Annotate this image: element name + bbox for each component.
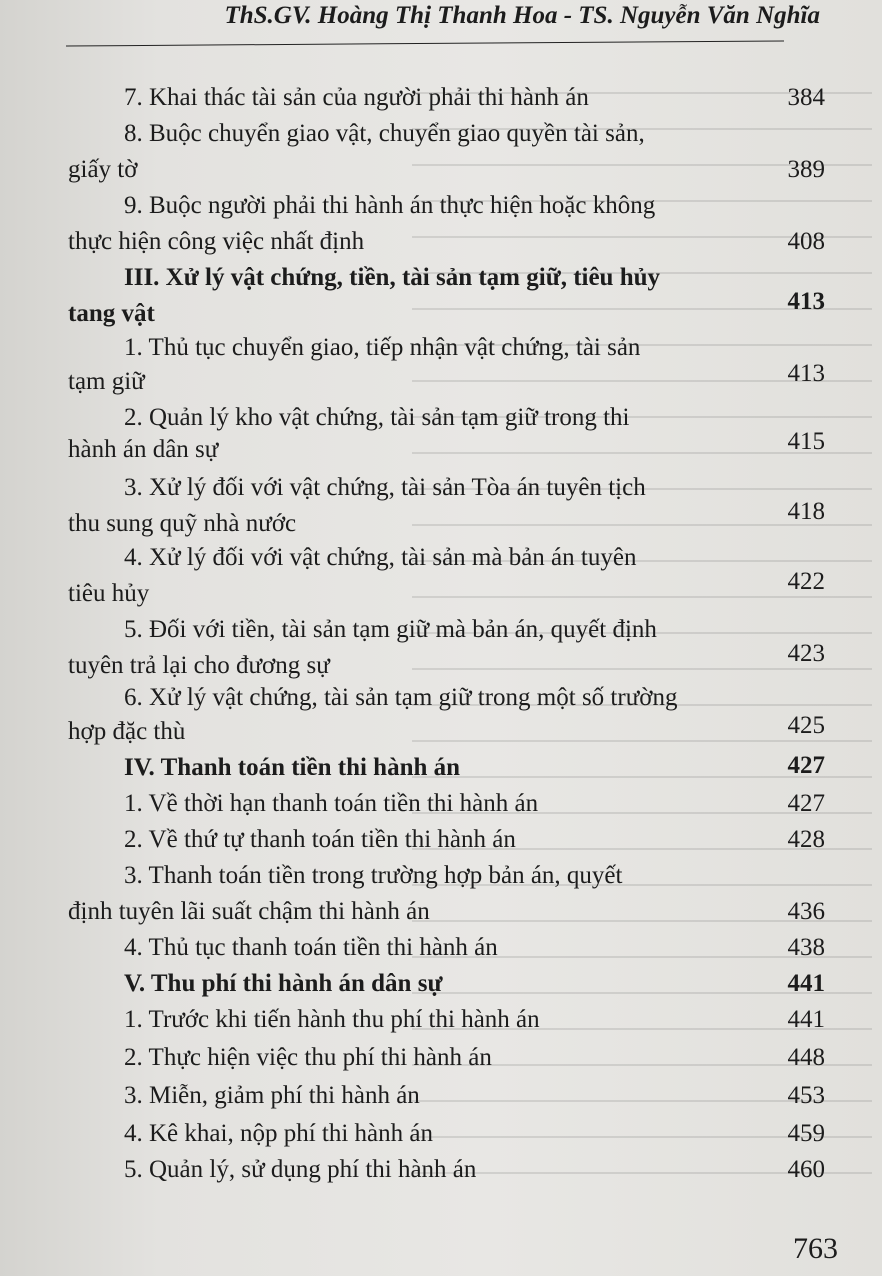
toc-entry-title: 9. Buộc người phải thi hành án thực hiện hoặc không <box>124 192 656 219</box>
toc-entry-title: 3. Xử lý đối với vật chứng, tài sản Tòa án tuyên tịch <box>124 474 646 501</box>
toc-entry-page: 436 <box>787 898 825 925</box>
toc-entry-title-continued: tạm giữ <box>68 368 145 395</box>
toc-entry-page: 413 <box>787 288 825 315</box>
toc-entry-title-continued: giấy tờ <box>68 156 138 183</box>
toc-entry-title-continued: tang vật <box>68 300 155 327</box>
toc-entry-page: 423 <box>787 640 825 667</box>
toc-entry-page: 427 <box>787 752 825 779</box>
toc-entry-title: 3. Miễn, giảm phí thi hành án <box>124 1082 420 1109</box>
toc-entry-title: 3. Thanh toán tiền trong trường hợp bản án, quyết <box>124 862 623 889</box>
toc-entry-title: 2. Quản lý kho vật chứng, tài sản tạm giữ trong thi <box>124 404 630 431</box>
running-head: ThS.GV. Hoàng Thị Thanh Hoa - TS. Nguyễn Văn Nghĩa <box>224 2 820 29</box>
toc-entry-title: 2. Về thứ tự thanh toán tiền thi hành án <box>124 826 516 853</box>
toc-entry-page: 453 <box>787 1082 825 1109</box>
toc-entry-title-continued: thu sung quỹ nhà nước <box>68 510 297 537</box>
toc-entry-title-continued: hợp đặc thù <box>68 718 186 745</box>
toc-entry-page: 428 <box>787 826 825 853</box>
toc-entry-page: 384 <box>787 84 825 111</box>
toc-entry-title: 2. Thực hiện việc thu phí thi hành án <box>124 1044 492 1071</box>
toc-entry-page: 413 <box>787 360 825 387</box>
toc-entry-page: 415 <box>787 428 825 455</box>
page-number: 763 <box>793 1232 838 1265</box>
toc-entry-page: 425 <box>787 712 825 739</box>
toc-entry-page: 389 <box>787 156 825 183</box>
toc-entry-page: 422 <box>787 568 825 595</box>
toc-entry-title: IV. Thanh toán tiền thi hành án <box>124 754 461 781</box>
toc-entry-page: 441 <box>787 1006 825 1033</box>
toc-entry-page: 448 <box>787 1044 825 1071</box>
toc-entry-title: 8. Buộc chuyển giao vật, chuyển giao quyền tài sản, <box>124 120 645 147</box>
toc-entry-title: 7. Khai thác tài sản của người phải thi hành án <box>124 84 589 111</box>
toc-entry-title: 4. Xử lý đối với vật chứng, tài sản mà bản án tuyên <box>124 544 637 571</box>
toc-entry-title-continued: tuyên trả lại cho đương sự <box>68 652 330 679</box>
toc-entry-title: 4. Thủ tục thanh toán tiền thi hành án <box>124 934 498 961</box>
toc-entry-page: 459 <box>787 1120 825 1147</box>
toc-entry-title-continued: hành án dân sự <box>68 436 219 463</box>
toc-entry-page: 441 <box>787 970 825 997</box>
toc-entry-title: 1. Trước khi tiến hành thu phí thi hành án <box>124 1006 540 1033</box>
toc-entry-title: 4. Kê khai, nộp phí thi hành án <box>124 1120 433 1147</box>
toc-entry-title: 6. Xử lý vật chứng, tài sản tạm giữ trong một số trường <box>124 684 678 711</box>
toc-entry-page: 438 <box>787 934 825 961</box>
toc-entry-page: 408 <box>787 228 825 255</box>
toc-entry-title: 1. Thủ tục chuyển giao, tiếp nhận vật chứng, tài sản <box>124 334 641 361</box>
toc-entry-title-continued: tiêu hủy <box>68 580 150 607</box>
toc-entry-title-continued: định tuyên lãi suất chậm thi hành án <box>68 898 430 925</box>
toc-entry-page: 460 <box>787 1156 825 1183</box>
toc-entry-page: 427 <box>787 790 825 817</box>
toc-entry-title: V. Thu phí thi hành án dân sự <box>124 970 443 997</box>
toc-entry-title: 1. Về thời hạn thanh toán tiền thi hành án <box>124 790 539 817</box>
toc-entry-title-continued: thực hiện công việc nhất định <box>68 228 365 255</box>
toc-entry-title: 5. Quản lý, sử dụng phí thi hành án <box>124 1156 477 1183</box>
toc-entry-title: 5. Đối với tiền, tài sản tạm giữ mà bản án, quyết định <box>124 616 657 643</box>
toc-entry-title: III. Xử lý vật chứng, tiền, tài sản tạm giữ, tiêu hủy <box>124 264 661 291</box>
toc-entry-page: 418 <box>787 498 825 525</box>
